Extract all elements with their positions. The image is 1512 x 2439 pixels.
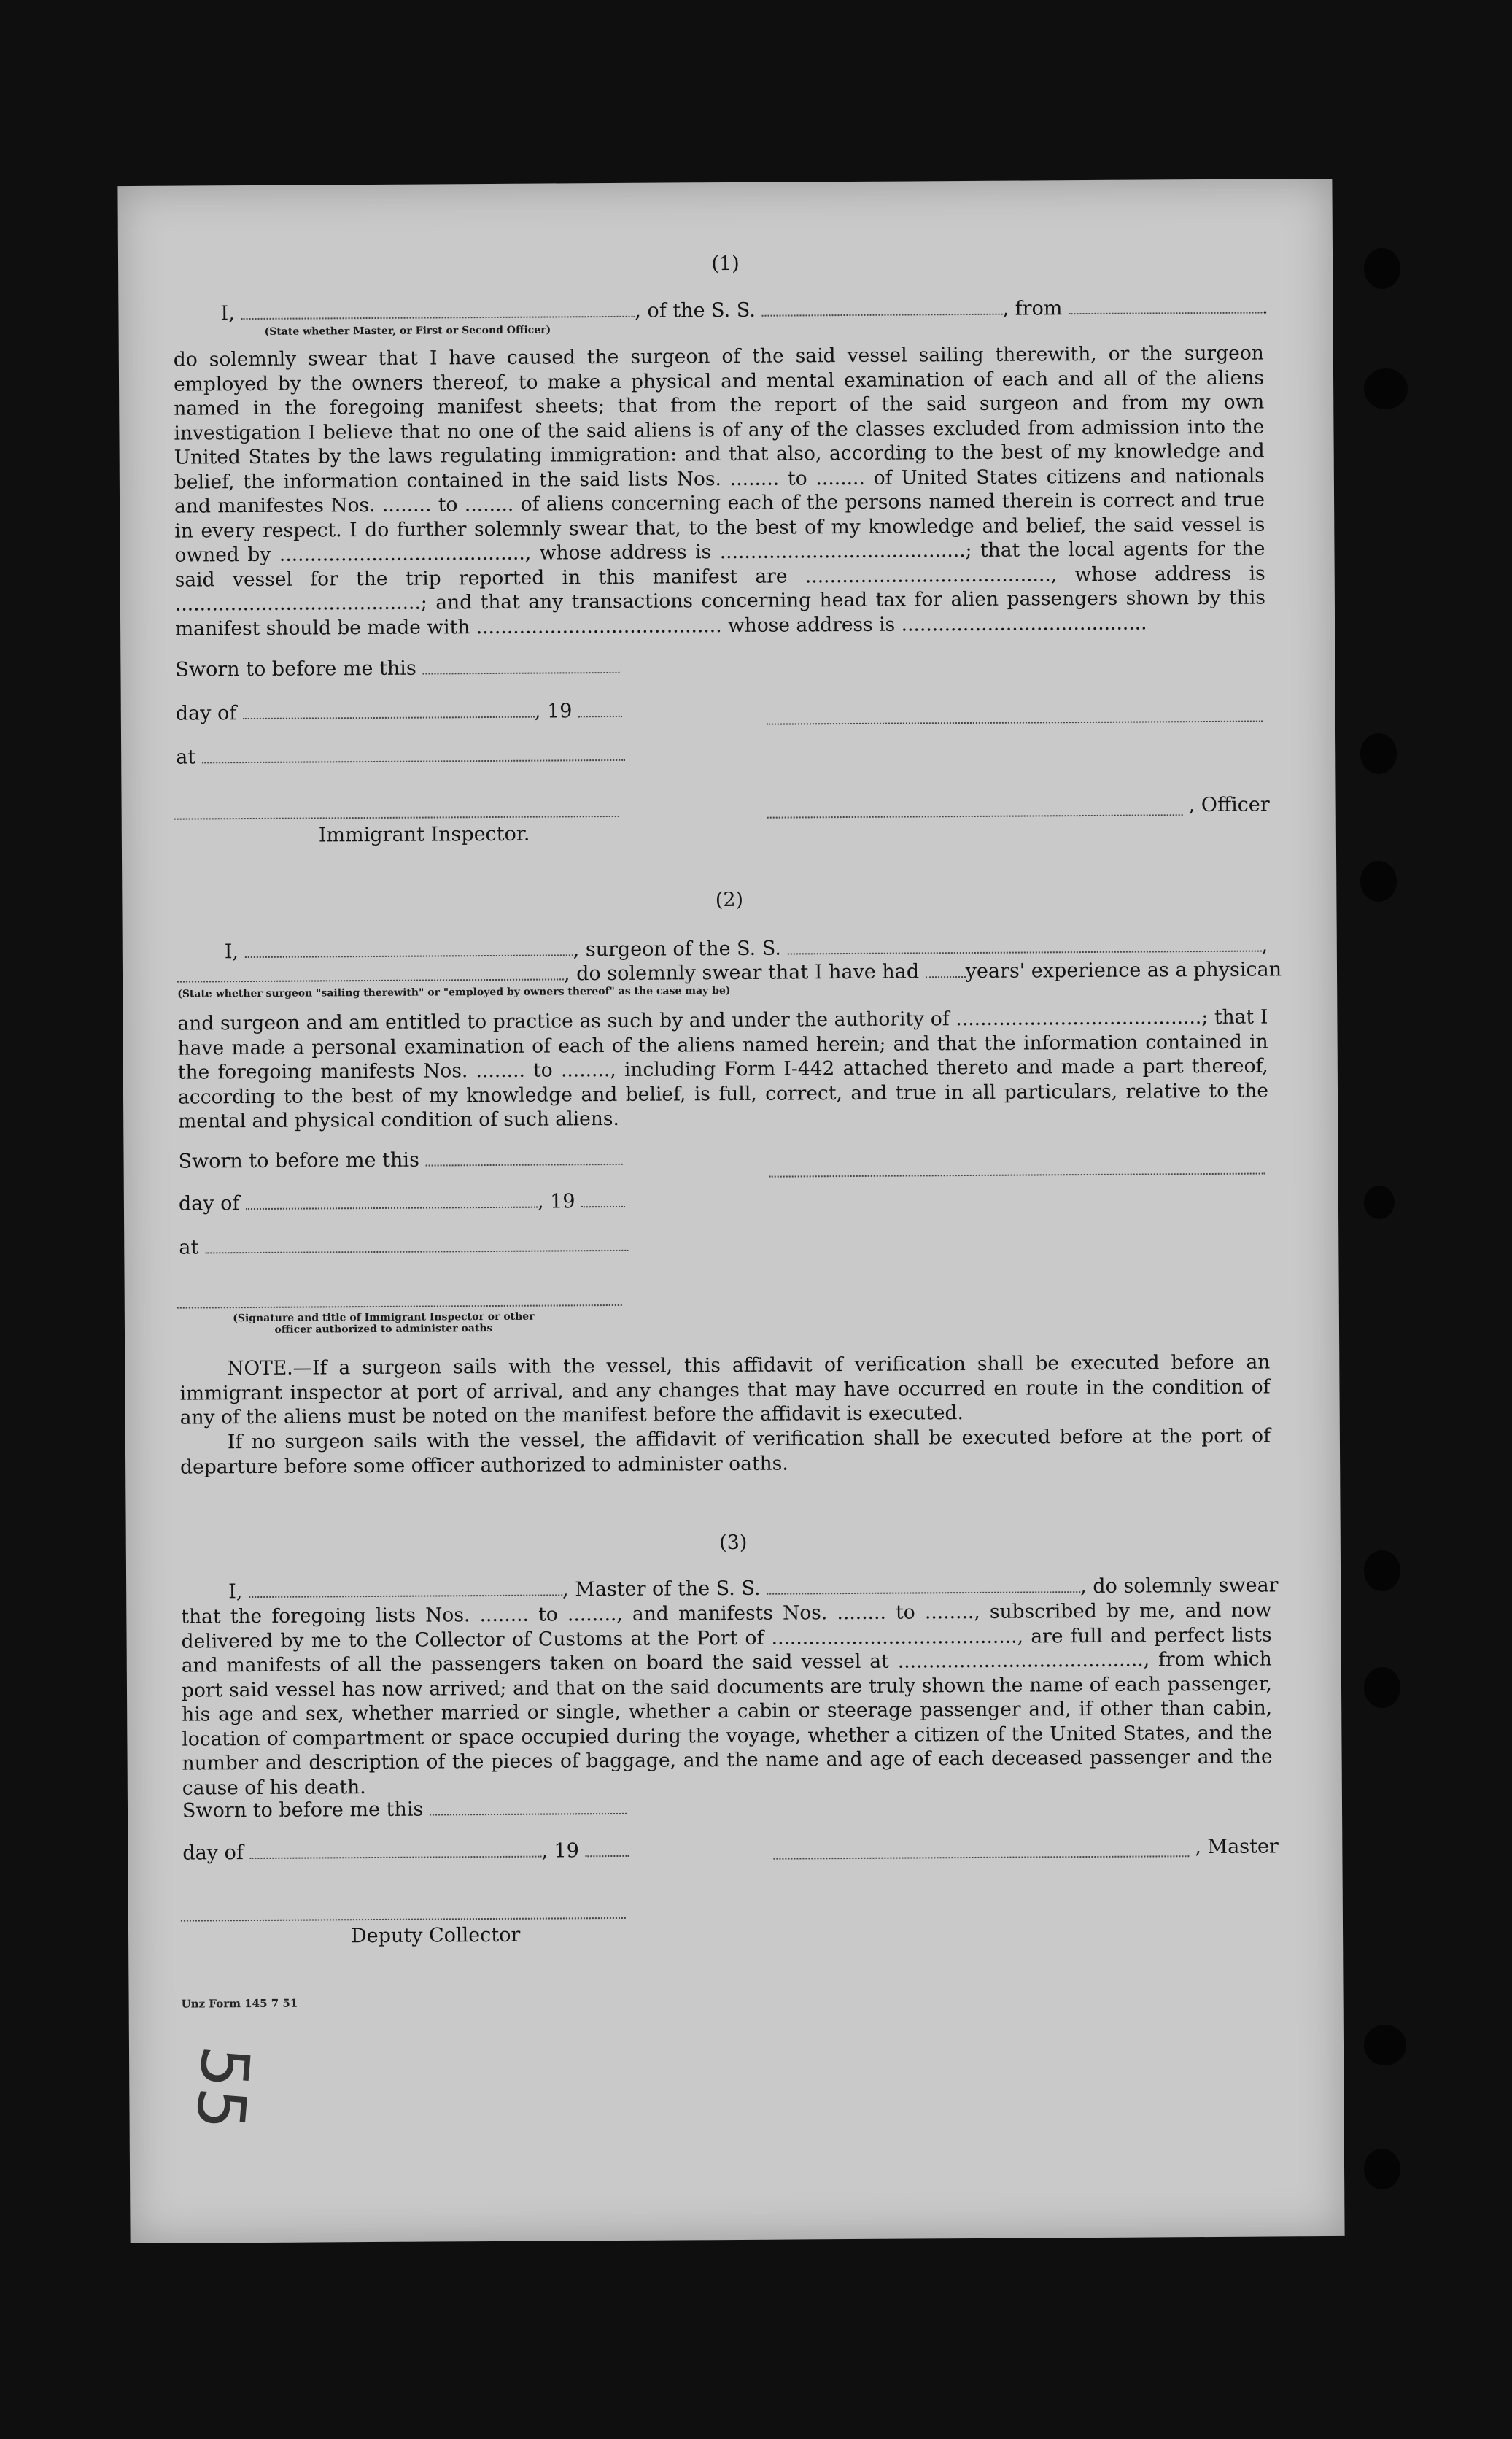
sworn-date-field[interactable] <box>430 1797 627 1816</box>
years-label: years' experience as a physican <box>965 958 1282 983</box>
master-label: , Master <box>1195 1835 1279 1859</box>
officer-signature-line[interactable] <box>767 813 1183 818</box>
master-name-field[interactable] <box>249 1578 562 1598</box>
section-2-number: (2) <box>715 888 744 912</box>
sworn-line-2 <box>178 1143 1268 1172</box>
sworn-date-field[interactable] <box>422 656 619 675</box>
binder-hole <box>1364 2025 1406 2065</box>
binder-hole <box>1364 368 1408 409</box>
administering-officer-line[interactable] <box>177 1303 622 1309</box>
section-1-number: (1) <box>711 252 740 276</box>
year-field[interactable] <box>581 1190 625 1207</box>
binder-hole <box>1360 861 1397 902</box>
from-port-field[interactable] <box>1069 296 1262 315</box>
day-of-label: day of <box>175 702 237 725</box>
at-line-2 <box>179 1229 1269 1259</box>
binder-hole <box>1364 1667 1400 1708</box>
section-2-first-line: I, , surgeon of the S. S. , <box>224 934 1268 964</box>
sworn-label: Sworn to before me this <box>182 1798 424 1823</box>
day-field[interactable] <box>249 1840 541 1859</box>
officer-note: (State whether Master, or First or Second Officer) <box>264 324 551 338</box>
day-line-3 <box>182 1835 1273 1864</box>
binder-hole <box>1364 1550 1400 1591</box>
sworn-label: Sworn to before me this <box>178 1148 419 1173</box>
at-label: at <box>176 746 196 769</box>
sworn-date-field[interactable] <box>425 1148 622 1167</box>
handwritten-page-number: 55 <box>180 2043 264 2133</box>
at-field[interactable] <box>205 1234 628 1254</box>
master-of-ss-label: , Master of the S. S. <box>562 1577 761 1601</box>
day-field[interactable] <box>246 1191 538 1210</box>
deputy-signature-line[interactable] <box>181 1916 626 1922</box>
document-page <box>117 179 1344 2243</box>
i-label: I, <box>224 940 239 964</box>
section-2-body: and surgeon and am entitled to practice as such by and under the authority of ........................................; that I have made a personal examination of each of the aliens named herein; and that the information contained in the foregoing manifests Nos. ........ to ........, including Form I-442 attached thereto and made a part thereof, according to the best of my knowledge and belief, is full, correct, and true in all particulars, relative to the mental and physical condition of such aliens. <box>177 1005 1269 1133</box>
years-field[interactable] <box>926 960 966 978</box>
inspector-label: Immigrant Inspector. <box>318 822 530 847</box>
officer-label: , Officer <box>1188 793 1270 817</box>
at-label: at <box>179 1236 199 1259</box>
binder-hole <box>1364 248 1400 289</box>
year-field[interactable] <box>585 1839 629 1857</box>
surgeon-name-field[interactable] <box>245 938 573 958</box>
from-label: , from <box>1002 297 1063 320</box>
binder-hole <box>1364 1186 1395 1219</box>
day-of-label: day of <box>182 1841 244 1865</box>
of-ss-label: , of the S. S. <box>635 298 756 322</box>
surgeon-signature-line[interactable] <box>769 1172 1265 1178</box>
note-paragraph-1: NOTE.—If a surgeon sails with the vessel, this affidavit of verification shall be executed before an immigrant inspector at port of arrival, and any changes that may have occurred en route in the condition of any of the aliens must be noted on the manifest before the affidavit is executed. <box>179 1350 1271 1429</box>
vessel-name-field[interactable] <box>787 935 1261 955</box>
at-line-1 <box>176 740 1266 769</box>
at-field[interactable] <box>202 743 625 764</box>
binder-hole <box>1360 733 1397 774</box>
day-of-label: day of <box>178 1192 240 1215</box>
nineteen-label: , 19 <box>534 700 573 723</box>
section-1-body: do solemnly swear that I have caused the surgeon of the said vessel sailing therewith, or the surgeon employed by the owners thereof, to make a physical and mental examination of each and all of the aliens named in the foregoing manifest sheets; that from the report of the said surgeon and from my own investigation I believe that no one of the said aliens is of any of the classes excluded from admission into the United States by the laws regulating immigration: and that also, according to the best of my knowledge and belief, the information contained in the said lists Nos. ........ to ........ of United States citizens and nationals and manifestes Nos. ........ to ........ of aliens concerning each of the persons named therein is correct and true in every respect. I do further solemnly swear that, to the best of my knowledge and belief, the said vessel is owned by ........................................, whose address is ........................................; that the local agents for the said vessel for the trip reported in this manifest are ........................................, whose address is ........................................; and that any transactions concerning head tax for alien passengers shown by this manifest should be made with ........................................ whose address is ........................................ <box>173 341 1265 641</box>
sworn-line-1 <box>175 652 1265 681</box>
nineteen-label: , 19 <box>541 1839 580 1863</box>
i-label: I, <box>220 302 235 325</box>
deputy-label: Deputy Collector <box>350 1923 521 1948</box>
form-number: Unz Form 145 7 51 <box>181 1996 298 2011</box>
swear-label: , do solemnly swear that I have had <box>563 960 920 986</box>
vessel-name-field[interactable] <box>761 298 1002 317</box>
inspector-signature-line[interactable] <box>174 814 619 820</box>
sworn-label: Sworn to before me this <box>175 657 416 681</box>
surgeon-of-ss-label: , surgeon of the S. S. <box>573 937 782 962</box>
surgeon-note: (State whether surgeon "sailing therewith" or "employed by owners thereof" as the case may be) <box>177 985 731 1000</box>
day-line-2 <box>179 1186 1269 1215</box>
section-3-number: (3) <box>719 1531 748 1555</box>
vessel-name-field[interactable] <box>767 1575 1080 1595</box>
section-3-body: that the foregoing lists Nos. ........ to ........, and manifests Nos. ........ to ........, subscribed by me, and now delivered by me to the Collector of Customs at the Port of ........................................, are full and perfect lists and manifests of all the passengers taken on board the said vessel at ........................................, from which port said vessel has now arrived; and that on the said documents are truly shown the name of each passenger, his age and sex, whether married or single, whether a cabin or steerage passenger and, if other than cabin, location of compartment or space occupied during the voyage, whether a citizen of the United States, and the number and description of the pieces of baggage, and the name and age of each deceased passenger and the cause of his death. <box>181 1599 1273 1800</box>
nineteen-label: , 19 <box>537 1190 575 1213</box>
note-paragraph-2: If no surgeon sails with the vessel, the affidavit of verification shall be executed before at the port of departure before some officer authorized to administer oaths. <box>180 1424 1271 1479</box>
solemnly-swear-label: , do solemnly swear <box>1080 1574 1279 1599</box>
surgeon-status-field[interactable] <box>177 962 564 982</box>
binder-hole <box>1364 2149 1400 2189</box>
section-1-first-line: I, , of the S. S. , from . <box>220 295 1268 325</box>
officer-name-field[interactable] <box>241 300 635 320</box>
day-field[interactable] <box>243 700 535 719</box>
i-label: I, <box>228 1580 243 1604</box>
section-2-second-line <box>177 958 1282 988</box>
signature-note: (Signature and title of Immigrant Inspector or other officer authorized to administer oaths <box>233 1310 535 1336</box>
year-field[interactable] <box>578 700 622 717</box>
